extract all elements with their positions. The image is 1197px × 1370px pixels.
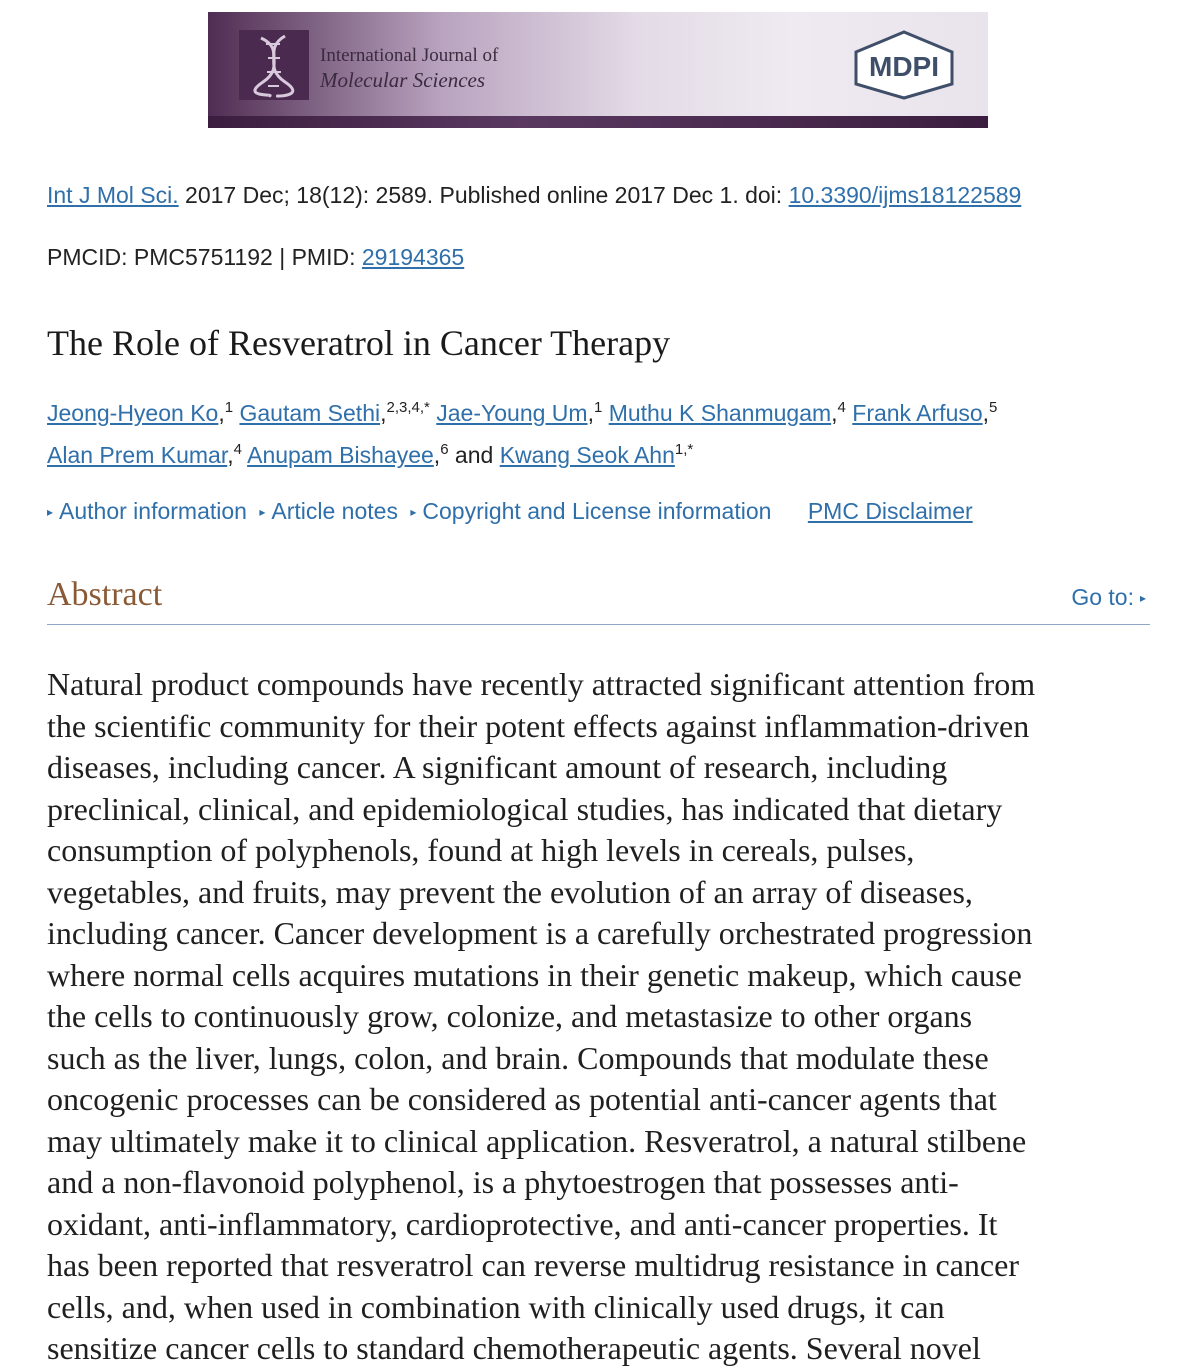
affiliation-marker[interactable]: 5 <box>989 399 998 416</box>
affiliation-marker[interactable]: 6 <box>440 441 449 458</box>
mdpi-logo <box>848 30 960 100</box>
author-link[interactable]: Anupam Bishayee <box>247 442 434 468</box>
abstract-line: vegetables, and fruits, may prevent the evolution of an array of diseases, <box>47 873 973 910</box>
pmid-link[interactable]: 29194365 <box>361 244 465 270</box>
abstract-line: Natural product compounds have recently attracted significant attention from <box>47 666 1036 702</box>
abstract-line: preclinical, clinical, and epidemiological studies, has indicated that dietary <box>47 790 1003 827</box>
citation-details: 2017 Dec; 18(12): 2589. Published online 2017 Dec 1. doi: <box>178 182 789 208</box>
author-link[interactable]: Alan Prem Kumar <box>47 442 228 468</box>
author-separator: , <box>982 400 990 426</box>
abstract-line: such as the liver, lungs, colon, and brain. Compounds that modulate these <box>47 1039 989 1076</box>
abstract-line: cells, and, when used in combination with clinically used drugs, it can <box>47 1288 945 1325</box>
affiliation-marker[interactable]: 4 <box>233 441 242 458</box>
journal-name-line2: Molecular Sciences <box>320 68 486 92</box>
article-notes-label: Article notes <box>271 498 398 524</box>
author-separator: , <box>433 442 441 468</box>
abstract-line: the scientific community for their potent effects against inflammation-driven <box>47 707 1030 744</box>
publisher-name: MDPI <box>869 51 939 82</box>
author-link[interactable]: Muthu K Shanmugam <box>608 400 832 426</box>
author-list <box>47 392 1157 476</box>
affiliation-marker[interactable]: 1,* <box>674 441 694 458</box>
abstract-line: where normal cells acquires mutations in their genetic makeup, which cause <box>47 956 1022 993</box>
abstract-line: including cancer. Cancer development is a carefully orchestrated progression <box>47 915 1033 951</box>
doi-link[interactable]: 10.3390/ijms18122589 <box>788 182 1022 208</box>
journal-name-line1: International Journal of <box>320 45 499 66</box>
abstract-line: has been reported that resveratrol can reverse multidrug resistance in cancer <box>47 1247 1019 1283</box>
go-to-menu[interactable] <box>1071 584 1146 611</box>
abstract-line: oxidant, anti-inflammatory, cardioprotective, and anti-cancer properties. It <box>47 1205 998 1242</box>
article-meta-links <box>47 498 973 525</box>
article-ids <box>47 244 464 271</box>
abstract-section-header <box>47 576 1150 625</box>
author-link[interactable]: Gautam Sethi <box>239 400 381 426</box>
banner-bottom-bar <box>208 116 988 128</box>
pmcid-text: PMCID: PMC5751192 | PMID: <box>47 244 362 270</box>
author-separator: , <box>831 400 838 426</box>
author-link[interactable]: Kwang Seok Ahn <box>499 442 675 468</box>
author-information-label: Author information <box>59 498 247 524</box>
article-title: The Role of Resveratrol in Cancer Therapy <box>47 323 671 363</box>
dna-helix-icon <box>239 30 309 100</box>
abstract-line: consumption of polyphenols, found at high levels in cereals, pulses, <box>47 832 915 868</box>
journal-banner[interactable] <box>208 12 988 128</box>
affiliation-marker[interactable]: 4 <box>837 399 846 416</box>
abstract-heading: Abstract <box>47 576 163 613</box>
abstract-line: sensitize cancer cells to standard chemotherapeutic agents. Several novel <box>47 1330 981 1366</box>
author-separator: , <box>218 400 225 426</box>
copyright-license-label: Copyright and License information <box>422 498 772 524</box>
abstract-line: may ultimately make it to clinical application. Resveratrol, a natural stilbene <box>47 1122 1027 1159</box>
go-to-label: Go to: <box>1071 584 1134 610</box>
triangle-right-icon: ▸ <box>410 505 417 519</box>
pmc-disclaimer-link[interactable]: PMC Disclaimer <box>807 498 973 524</box>
author-information-toggle[interactable] <box>47 498 247 524</box>
abstract-text <box>47 664 1157 1370</box>
triangle-right-icon: ▸ <box>259 505 266 519</box>
author-link[interactable]: Jae-Young Um <box>436 400 588 426</box>
abstract-line: oncogenic processes can be considered as potential anti-cancer agents that <box>47 1081 997 1117</box>
citation-line <box>47 182 1021 209</box>
affiliation-marker[interactable]: 1 <box>593 399 603 416</box>
author-separator: , <box>380 400 387 426</box>
article-notes-toggle[interactable] <box>259 498 398 524</box>
author-separator: , <box>227 442 234 468</box>
abstract-line: the cells to continuously grow, colonize, and metastasize to other organs <box>47 998 973 1034</box>
affiliation-marker[interactable]: 2,3,4,* <box>386 399 430 416</box>
abstract-line: diseases, including cancer. A significant amount of research, including <box>47 749 948 785</box>
author-link[interactable]: Frank Arfuso <box>852 400 983 426</box>
affiliation-marker[interactable]: 1 <box>224 399 234 416</box>
triangle-right-icon: ▸ <box>1139 591 1146 605</box>
abstract-line: and a non-flavonoid polyphenol, is a phytoestrogen that possesses anti- <box>47 1164 959 1200</box>
author-link[interactable]: Jeong-Hyeon Ko <box>47 400 219 426</box>
journal-name <box>320 44 498 92</box>
triangle-right-icon: ▸ <box>47 505 54 519</box>
author-separator: , <box>587 400 594 426</box>
copyright-license-toggle[interactable] <box>410 498 771 524</box>
author-line-1 <box>47 392 1157 434</box>
authors-and: and <box>448 442 500 468</box>
author-line-2 <box>47 434 1157 476</box>
journal-link[interactable]: Int J Mol Sci. <box>47 182 179 208</box>
